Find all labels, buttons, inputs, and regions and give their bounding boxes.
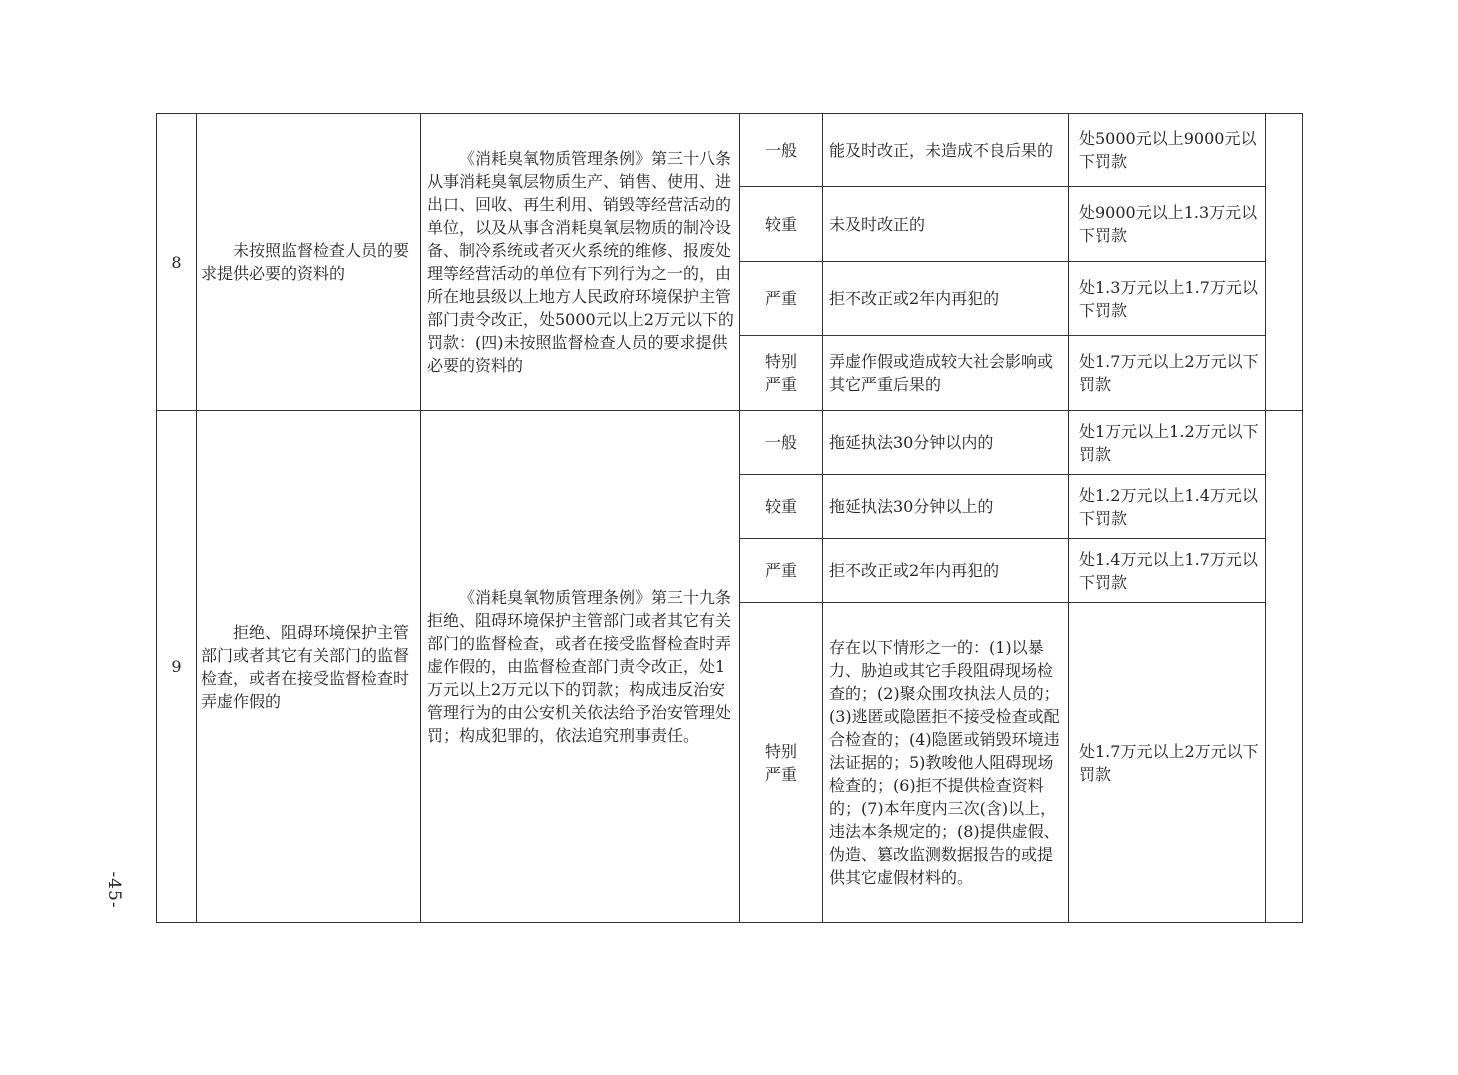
circumstance: 拖延执法30分钟以内的	[823, 411, 1069, 475]
severity-level: 一般	[740, 114, 823, 187]
circumstance: 弄虚作假或造成较大社会影响或其它严重后果的	[823, 336, 1069, 411]
item-number: 8	[157, 114, 197, 411]
circumstance: 拖延执法30分钟以上的	[823, 475, 1069, 539]
severity-level: 严重	[740, 539, 823, 603]
penalty: 处1万元以上1.2万元以下罚款	[1069, 411, 1266, 475]
circumstance: 能及时改正，未造成不良后果的	[823, 114, 1069, 187]
circumstance: 未及时改正的	[823, 187, 1069, 262]
penalty: 处1.2万元以上1.4万元以下罚款	[1069, 475, 1266, 539]
remarks-cell	[1266, 114, 1303, 411]
remarks-cell	[1266, 411, 1303, 923]
penalty: 处9000元以上1.3万元以下罚款	[1069, 187, 1266, 262]
severity-level: 特别严重	[740, 336, 823, 411]
violation-cell	[197, 114, 421, 411]
violation-text: 未按照监督检查人员的要求提供必要的资料的	[201, 241, 410, 283]
legal-basis-cell	[421, 411, 748, 923]
severity-level: 严重	[740, 262, 823, 336]
penalty: 处1.4万元以上1.7万元以下罚款	[1069, 539, 1266, 603]
violation-text: 拒绝、阻碍环境保护主管部门或者其它有关部门的监督检查，或者在接受监督检查时弄虚作假的	[201, 622, 410, 711]
page-number: -45-	[104, 871, 124, 909]
severity-level: 较重	[740, 475, 823, 539]
penalty: 处1.3万元以上1.7万元以下罚款	[1069, 262, 1266, 336]
table-row	[157, 411, 1303, 475]
penalty: 处5000元以上9000元以下罚款	[1069, 114, 1266, 187]
severity-level: 一般	[740, 411, 823, 475]
severity-level: 较重	[740, 187, 823, 262]
table-row	[157, 114, 1303, 187]
item-number: 9	[157, 411, 197, 923]
legal-basis-text: 《消耗臭氧物质管理条例》第三十八条 从事消耗臭氧层物质生产、销售、使用、进出口、回收、再生利用、销毁等经营活动的单位，以及从事含消耗臭氧层物质的制冷设备、制冷系统或者灭火系统的维修、报废处理等经营活动的单位有下列行为之一的，由所在地县级以上地方人民政府环境保护主管部门责令改正，处5000元以上2万元以下的罚款：(四)未按照监督检查人员的要求提供必要的资料的	[427, 149, 748, 375]
violation-cell	[197, 411, 421, 923]
penalty: 处1.7万元以上2万元以下罚款	[1069, 603, 1266, 923]
circumstance: 存在以下情形之一的：(1)以暴力、胁迫或其它手段阻碍现场检查的；(2)聚众围攻执法人员的；(3)逃匿或隐匿拒不接受检查或配合检查的；(4)隐匿或销毁环境违法证据的；5)教唆他人阻碍现场检查的；(6)拒不提供检查资料的；(7)本年度内三次(含)以上，违法本条规定的；(8)提供虚假、伪造、篡改监测数据报告的或提供其它虚假材料的。	[823, 603, 1069, 923]
severity-level: 特别严重	[740, 603, 823, 923]
circumstance: 拒不改正或2年内再犯的	[823, 539, 1069, 603]
legal-basis-cell	[421, 114, 748, 411]
penalty-table	[156, 113, 1303, 923]
legal-basis-text: 《消耗臭氧物质管理条例》第三十九条 拒绝、阻碍环境保护主管部门或者其它有关部门的监督检查，或者在接受监督检查时弄虚作假的，由监督检查部门责令改正，处1万元以上2万元以下的罚款；构成违反治安管理行为的由公安机关依法给予治安管理处罚；构成犯罪的，依法追究刑事责任。	[427, 588, 748, 745]
circumstance: 拒不改正或2年内再犯的	[823, 262, 1069, 336]
penalty: 处1.7万元以上2万元以下罚款	[1069, 336, 1266, 411]
